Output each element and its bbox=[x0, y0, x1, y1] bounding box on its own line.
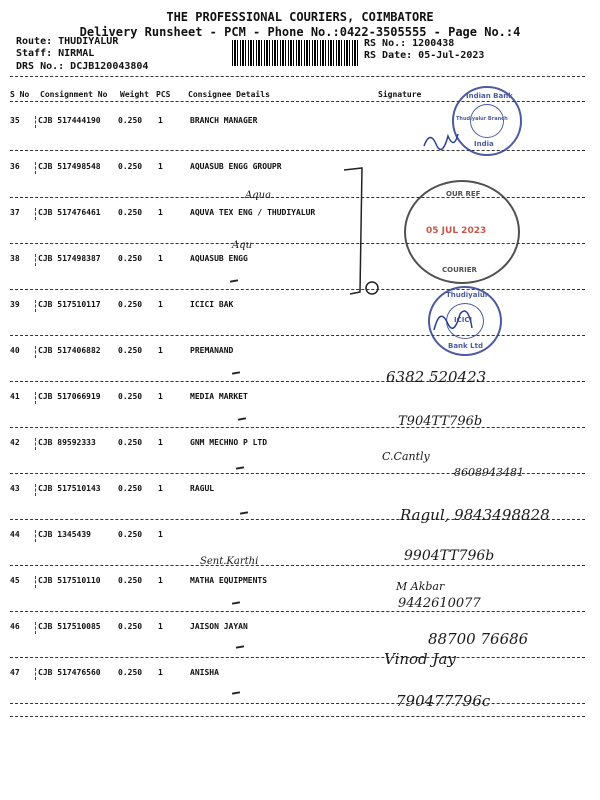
icici-stamp bbox=[428, 286, 502, 356]
date-stamp-date: 05 JUL 2023 bbox=[426, 226, 487, 236]
row-weight: 0.250 bbox=[118, 622, 143, 631]
row-weight: 0.250 bbox=[118, 116, 143, 125]
staff-label: Staff: NIRMAL bbox=[16, 48, 95, 59]
row-divider bbox=[10, 565, 585, 566]
row-consignee: MEDIA MARKET bbox=[190, 392, 248, 401]
row-consignment: CJB 517406882 bbox=[38, 346, 101, 355]
row-consignment: CJB 517066919 bbox=[38, 392, 101, 401]
row-divider bbox=[10, 289, 585, 290]
row-sno: 46 bbox=[10, 622, 20, 631]
signature-46-name: Vinod Jay bbox=[384, 650, 456, 668]
row-sno: 42 bbox=[10, 438, 20, 447]
bank-stamp-middle: Thudiyalur Branch bbox=[456, 116, 508, 122]
row-weight: 0.250 bbox=[118, 438, 143, 447]
date-stamp-top: OUR REF bbox=[446, 190, 481, 198]
row-sno: 39 bbox=[10, 300, 20, 309]
row-consignment: CJB 517476560 bbox=[38, 668, 101, 677]
table-row bbox=[0, 668, 600, 714]
row-divider bbox=[10, 381, 585, 382]
row-weight: 0.250 bbox=[118, 668, 143, 677]
signature-45-phone: 9442610077 bbox=[398, 596, 481, 611]
row-pcs: 1 bbox=[158, 300, 163, 309]
rs-number: RS No.: 1200438 bbox=[364, 38, 455, 49]
row-consignment: CJB 517476461 bbox=[38, 208, 101, 217]
table-row bbox=[0, 530, 600, 576]
row-consignment: CJB 517510085 bbox=[38, 622, 101, 631]
bank-stamp-top: Indian Bank bbox=[466, 92, 513, 100]
row-pcs: 1 bbox=[158, 530, 163, 539]
signature-47: 790477796c bbox=[396, 692, 491, 710]
bank-stamp-bottom: India bbox=[474, 140, 494, 148]
row-sno: 35 bbox=[10, 116, 20, 125]
row-consignment: CJB 517510143 bbox=[38, 484, 101, 493]
row-separator bbox=[35, 300, 36, 312]
col-pcs: PCS bbox=[156, 90, 171, 99]
row-pcs: 1 bbox=[158, 668, 163, 677]
row-weight: 0.250 bbox=[118, 162, 143, 171]
row-consignment: CJB 517444190 bbox=[38, 116, 101, 125]
handwritten-aqu: Aqu bbox=[232, 240, 253, 251]
signature-42-phone: 8608943481 bbox=[454, 466, 524, 479]
row-divider bbox=[10, 703, 585, 704]
row-consignee: GNM MECHNO P LTD bbox=[190, 438, 268, 447]
row-sno: 38 bbox=[10, 254, 20, 263]
row-weight: 0.250 bbox=[118, 208, 143, 217]
row-weight: 0.250 bbox=[118, 576, 143, 585]
signature-45-name: M Akbar bbox=[396, 580, 445, 593]
row-consignee: ICICI BAK bbox=[190, 300, 234, 309]
signature-44: 9904TT796b bbox=[404, 548, 495, 564]
col-consignee: Consignee Details bbox=[188, 90, 270, 99]
col-weight: Weight bbox=[120, 90, 149, 99]
row-consignment: CJB 517498548 bbox=[38, 162, 101, 171]
row-separator bbox=[35, 484, 36, 496]
row-pcs: 1 bbox=[158, 438, 163, 447]
row-consignee: RAGUL bbox=[190, 484, 215, 493]
row-weight: 0.250 bbox=[118, 254, 143, 263]
bracket-mark bbox=[340, 160, 390, 300]
signature-41: T904TT796b bbox=[398, 414, 483, 429]
row-divider bbox=[10, 427, 585, 428]
bank-stamp bbox=[452, 86, 522, 156]
row-sno: 36 bbox=[10, 162, 20, 171]
row-separator bbox=[35, 254, 36, 266]
row-pcs: 1 bbox=[158, 392, 163, 401]
row-pcs: 1 bbox=[158, 346, 163, 355]
signature-43: Ragul, 9843498828 bbox=[400, 506, 550, 524]
row-divider bbox=[10, 657, 585, 658]
row-consignee: JAISON JAYAN bbox=[190, 622, 248, 631]
row-weight: 0.250 bbox=[118, 392, 143, 401]
row-consignment: CJB 89592333 bbox=[38, 438, 96, 447]
row-consignee: ANISHA bbox=[190, 668, 219, 677]
row-separator bbox=[35, 622, 36, 634]
table-row bbox=[0, 576, 600, 622]
row-consignee: AQUASUB ENGG GROUPR bbox=[190, 162, 282, 171]
row-weight: 0.250 bbox=[118, 530, 143, 539]
col-signature: Signature bbox=[378, 90, 422, 99]
row-consignment: CJB 517510110 bbox=[38, 576, 101, 585]
handwritten-aqua: Aqua bbox=[245, 190, 272, 201]
row-consignment: CJB 517498387 bbox=[38, 254, 101, 263]
table-row bbox=[0, 162, 600, 208]
row-pcs: 1 bbox=[158, 254, 163, 263]
row-pcs: 1 bbox=[158, 162, 163, 171]
row-separator bbox=[35, 116, 36, 128]
row-separator bbox=[35, 346, 36, 358]
row-separator bbox=[35, 576, 36, 588]
row-pcs: 1 bbox=[158, 576, 163, 585]
row-weight: 0.250 bbox=[118, 346, 143, 355]
runsheet-title: Delivery Runsheet - PCM - Phone No.:0422-3505555 - Page No.:4 bbox=[79, 25, 521, 39]
row-weight: 0.250 bbox=[118, 300, 143, 309]
drs-number: DRS No.: DCJB120043804 bbox=[16, 61, 149, 72]
row-divider bbox=[10, 611, 585, 612]
row-consignee: PREMANAND bbox=[190, 346, 234, 355]
row-sno: 47 bbox=[10, 668, 20, 677]
row-pcs: 1 bbox=[158, 116, 163, 125]
date-stamp bbox=[404, 180, 520, 284]
row-sno: 41 bbox=[10, 392, 20, 401]
row-sno: 37 bbox=[10, 208, 20, 217]
date-stamp-bottom: COURIER bbox=[442, 266, 477, 274]
row-consignment: CJB 1345439 bbox=[38, 530, 91, 539]
col-consignment: Consignment No bbox=[40, 90, 108, 99]
row-pcs: 1 bbox=[158, 622, 163, 631]
icici-stamp-bottom: Bank Ltd bbox=[448, 342, 483, 350]
row-sno: 44 bbox=[10, 530, 20, 539]
row-consignee: AQUASUB ENGG bbox=[190, 254, 248, 263]
row-consignment: CJB 517510117 bbox=[38, 300, 101, 309]
row-consignee: AQUVA TEX ENG / THUDIYALUR bbox=[190, 208, 316, 217]
company-name: THE PROFESSIONAL COURIERS, COIMBATORE bbox=[166, 10, 434, 24]
row-consignee: BRANCH MANAGER bbox=[190, 116, 258, 125]
row-sno: 43 bbox=[10, 484, 20, 493]
row-sno: 45 bbox=[10, 576, 20, 585]
row-weight: 0.250 bbox=[118, 484, 143, 493]
signature-42-name: C.Cantly bbox=[382, 450, 430, 463]
route-label: Route: THUDIYALUR bbox=[16, 36, 119, 47]
row-separator bbox=[35, 530, 36, 542]
row-separator bbox=[35, 392, 36, 404]
row-sno: 40 bbox=[10, 346, 20, 355]
table-row bbox=[0, 300, 600, 346]
col-sno: S No bbox=[10, 90, 30, 99]
row-separator bbox=[35, 162, 36, 174]
handwritten-sent: Sent.Karthi bbox=[200, 556, 259, 567]
table-row bbox=[0, 346, 600, 392]
barcode bbox=[232, 40, 358, 66]
row-consignee: MATHA EQUIPMENTS bbox=[190, 576, 268, 585]
row-separator bbox=[35, 208, 36, 220]
signature-40: 6382 520423 bbox=[386, 368, 487, 386]
row-divider bbox=[10, 716, 585, 717]
row-separator bbox=[35, 438, 36, 450]
divider bbox=[10, 76, 585, 77]
row-pcs: 1 bbox=[158, 484, 163, 493]
icici-stamp-middle: ICICI bbox=[454, 316, 473, 324]
rs-date: RS Date: 05-Jul-2023 bbox=[364, 50, 485, 61]
table-row bbox=[0, 392, 600, 438]
icici-stamp-top: Thudiyalur bbox=[446, 291, 489, 299]
row-separator bbox=[35, 668, 36, 680]
signature-46-phone: 88700 76686 bbox=[428, 630, 529, 648]
row-pcs: 1 bbox=[158, 208, 163, 217]
